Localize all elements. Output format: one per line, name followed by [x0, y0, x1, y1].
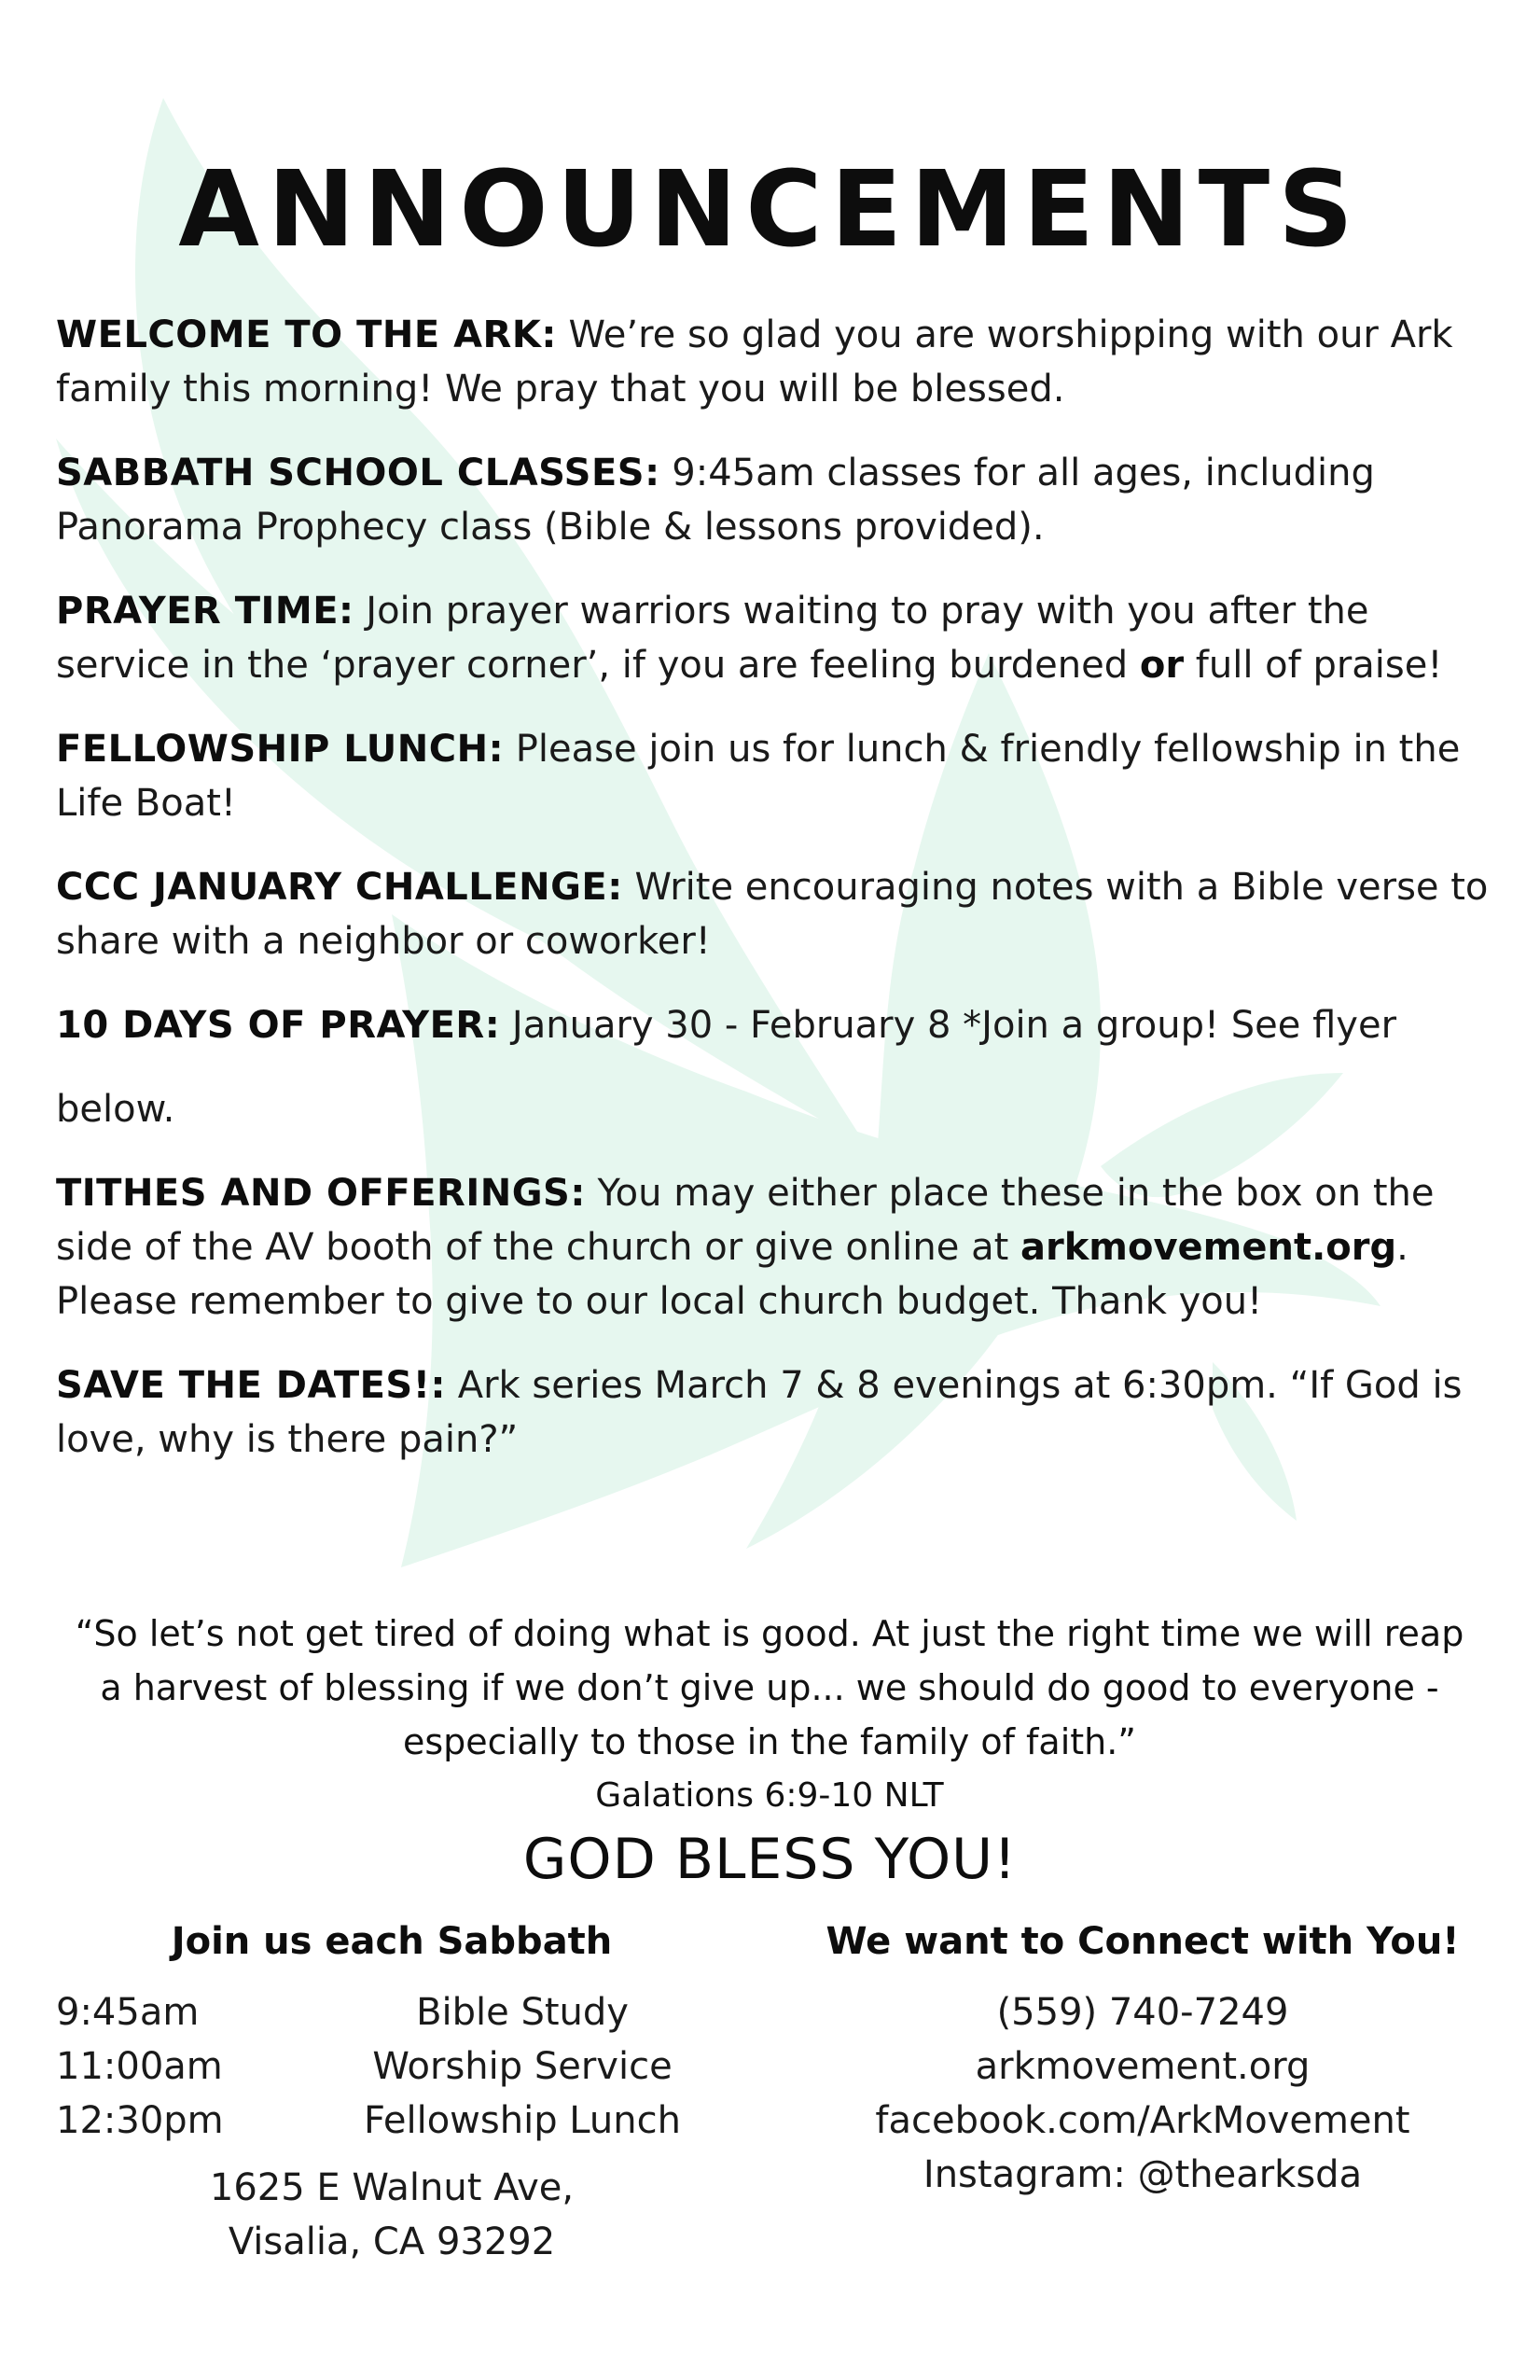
quote-citation: Galations 6:9-10 NLT: [595, 1776, 944, 1815]
schedule-row: [56, 2039, 728, 2094]
schedule-time: 12:30pm: [56, 2099, 224, 2142]
schedule-event: Worship Service: [372, 2045, 673, 2088]
schedule-time: 11:00am: [56, 2045, 223, 2088]
schedule-time: 9:45am: [56, 1991, 200, 2034]
schedule-section: [56, 1920, 728, 2269]
announcement-text: We’re so glad you are worshipping with our Ark family this morning! We pray that you will be blessed.: [56, 313, 1453, 411]
schedule-heading: Join us each Sabbath: [171, 1920, 613, 1963]
connect-section: [802, 1920, 1483, 2202]
announcement-heading: 10 DAYS OF PRAYER:: [56, 1004, 501, 1047]
schedule-event: Fellowship Lunch: [364, 2099, 681, 2142]
instagram-handle[interactable]: Instagram: @thearksda: [923, 2153, 1363, 2196]
announcement-heading: SABBATH SCHOOL CLASSES:: [56, 452, 660, 494]
schedule-row: [56, 1985, 728, 2039]
announcement-10-days-prayer: [56, 998, 1492, 1136]
announcement-heading: CCC JANUARY CHALLENGE:: [56, 866, 623, 909]
announcement-text: Write encouraging notes with a Bible verse to share with a neighbor or coworker!: [56, 866, 1489, 963]
announcement-text-continued: below.: [56, 1088, 175, 1131]
announcement-heading: FELLOWSHIP LUNCH:: [56, 728, 505, 771]
website-link[interactable]: arkmovement.org: [1020, 1226, 1397, 1269]
page-title: ANNOUNCEMENTS: [178, 149, 1362, 271]
announcement-text: . Please remember to give to our local church budget. Thank you!: [56, 1226, 1408, 1323]
announcement-save-dates: [56, 1358, 1492, 1467]
announcement-text: 9:45am classes for all ages, including Panorama Prophecy class (Bible & lessons provided).: [56, 452, 1375, 549]
announcement-list: [56, 308, 1492, 1496]
announcement-sabbath-school: [56, 446, 1492, 554]
announcement-tithes: [56, 1166, 1492, 1329]
connect-heading: We want to Connect with You!: [825, 1920, 1460, 1963]
facebook-link[interactable]: facebook.com/ArkMovement: [875, 2099, 1410, 2142]
announcement-heading: TITHES AND OFFERINGS:: [56, 1172, 586, 1215]
announcement-emphasis: or: [1139, 644, 1185, 687]
address-line: Visalia, CA 93292: [228, 2220, 556, 2263]
announcement-heading: SAVE THE DATES!:: [56, 1364, 446, 1407]
announcement-ccc-challenge: [56, 860, 1492, 968]
announcement-heading: WELCOME TO THE ARK:: [56, 313, 557, 356]
closing-blessing: GOD BLESS YOU!: [522, 1827, 1018, 1892]
announcement-prayer-time: [56, 584, 1492, 692]
announcement-heading: PRAYER TIME:: [56, 590, 354, 633]
phone-number[interactable]: (559) 740-7249: [996, 1991, 1289, 2034]
announcement-text: Ark series March 7 & 8 evenings at 6:30pm. “If God is love, why is there pain?”: [56, 1364, 1463, 1461]
announcement-text: You may either place these in the box on the side of the AV booth of the church or give online at: [56, 1172, 1435, 1269]
announcement-text: Join prayer warriors waiting to pray with you after the service in the ‘prayer corner’, if you are feeling burdened: [56, 590, 1369, 687]
announcement-text: full of praise!: [1184, 644, 1443, 687]
announcement-text: January 30 - February 8 *Join a group! See flyer: [500, 1004, 1397, 1047]
announcement-welcome: [56, 308, 1492, 416]
church-address: [56, 2161, 728, 2269]
scripture-quote: [75, 1607, 1464, 1823]
schedule-row: [56, 2094, 728, 2148]
schedule-event: Bible Study: [416, 1991, 629, 2034]
announcement-fellowship-lunch: [56, 722, 1492, 830]
website-link[interactable]: arkmovement.org: [975, 2045, 1311, 2088]
address-line: 1625 E Walnut Ave,: [209, 2166, 575, 2209]
announcement-text: Please join us for lunch & friendly fellowship in the Life Boat!: [56, 728, 1461, 825]
quote-text: “So let’s not get tired of doing what is good. At just the right time we will reap a harvest of blessing if we don’t give up... we should do good to everyone - especially to those in the family of faith.”: [75, 1613, 1464, 1762]
